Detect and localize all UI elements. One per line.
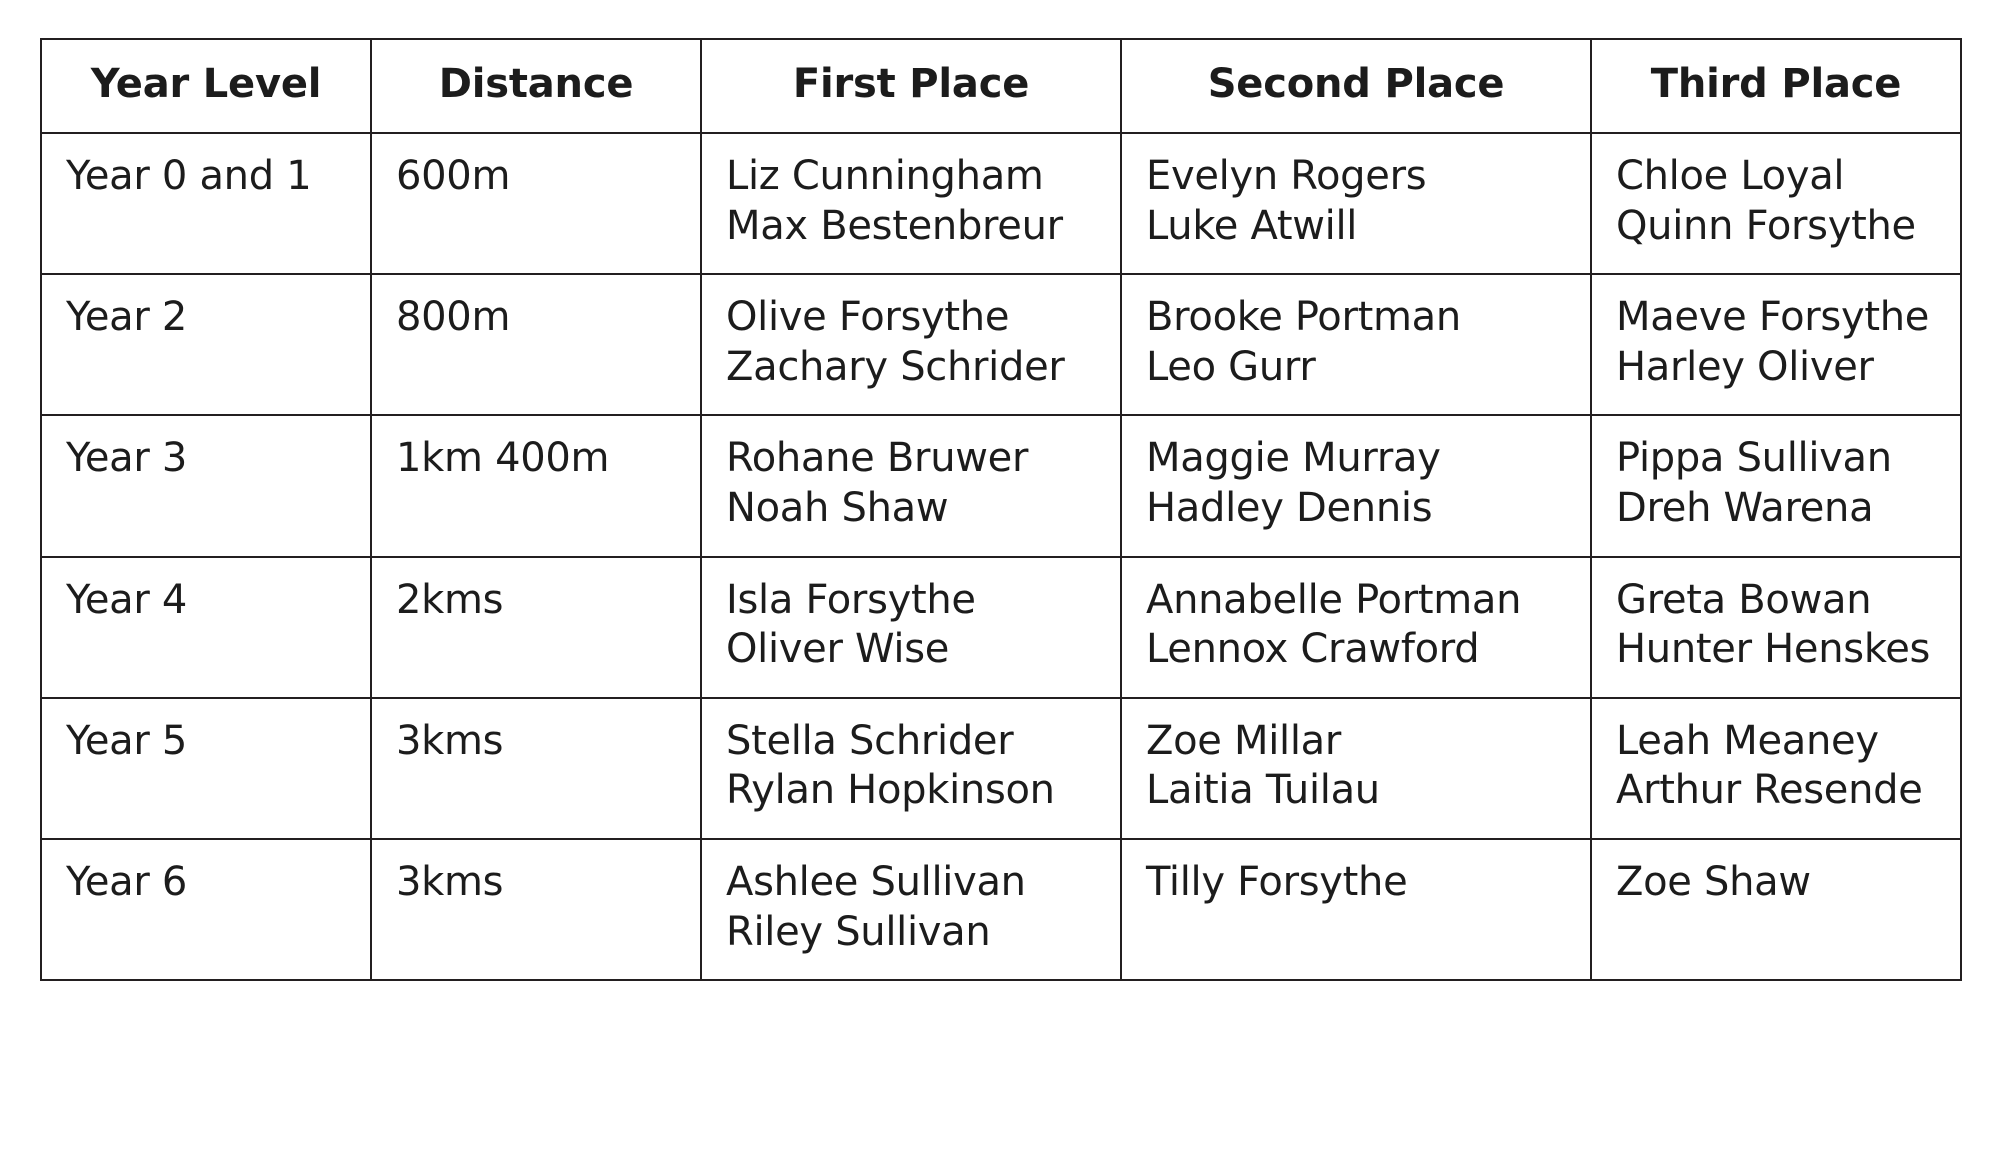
distance-label: 800m: [396, 294, 511, 341]
table-row: [41, 415, 1961, 556]
cell-second_place: [1121, 839, 1591, 980]
cell-distance: [371, 133, 701, 274]
athlete-name: Rohane Bruwer: [726, 435, 1029, 482]
athlete-name: Leo Gurr: [1146, 343, 1316, 390]
cell-third_place: [1591, 839, 1961, 980]
athlete-name: Pippa Sullivan: [1616, 435, 1892, 482]
athlete-name: Zoe Shaw: [1616, 858, 1811, 905]
athlete-name: Leah Meaney: [1616, 717, 1879, 764]
cell-third_place: [1591, 557, 1961, 698]
distance-label: 600m: [396, 153, 511, 199]
cell-first_place: [701, 557, 1121, 698]
distance-label: 2kms: [396, 576, 504, 623]
cell-distance: [371, 415, 701, 556]
cell-year_level: [41, 839, 371, 980]
athlete-name: Maggie Murray: [1146, 435, 1441, 482]
cell-second_place: [1121, 415, 1591, 556]
cell-distance: [371, 557, 701, 698]
cell-first_place: [701, 839, 1121, 980]
cell-year_level: [41, 698, 371, 839]
cell-second_place: [1121, 698, 1591, 839]
cell-third_place: [1591, 133, 1961, 274]
athlete-name: Riley Sullivan: [726, 908, 991, 955]
cell-second_place: [1121, 133, 1591, 274]
cell-year_level: [41, 274, 371, 415]
cell-first_place: [701, 274, 1121, 415]
cell-distance: [371, 274, 701, 415]
athlete-name: Isla Forsythe: [726, 576, 976, 623]
cell-year_level: [41, 415, 371, 556]
column-header-second-place: Second Place: [1121, 39, 1591, 133]
year-level-label: Year 2: [66, 294, 188, 341]
athlete-name: Max Bestenbreur: [726, 202, 1063, 249]
cell-first_place: [701, 698, 1121, 839]
cell-year_level: [41, 557, 371, 698]
athlete-name: Harley Oliver: [1616, 343, 1874, 390]
athlete-name: Tilly Forsythe: [1146, 858, 1408, 905]
athlete-name: Laitia Tuilau: [1146, 767, 1380, 814]
race-results-table: [40, 38, 1962, 981]
athlete-name: Evelyn Rogers: [1146, 153, 1427, 199]
table-header-row: [41, 39, 1961, 133]
cell-distance: [371, 698, 701, 839]
column-header-year-level: Year Level: [41, 39, 371, 133]
athlete-name: Chloe Loyal: [1616, 153, 1845, 199]
athlete-name: Greta Bowan: [1616, 576, 1872, 623]
athlete-name: Dreh Warena: [1616, 484, 1874, 531]
athlete-name: Maeve Forsythe: [1616, 294, 1930, 341]
table-row: [41, 274, 1961, 415]
cell-year_level: [41, 133, 371, 274]
athlete-name: Rylan Hopkinson: [726, 767, 1055, 814]
athlete-name: Stella Schrider: [726, 717, 1014, 764]
column-header-first-place: First Place: [701, 39, 1121, 133]
athlete-name: Noah Shaw: [726, 484, 949, 531]
year-level-label: Year 0 and 1: [66, 153, 312, 199]
distance-label: 1km 400m: [396, 435, 610, 482]
athlete-name: Lennox Crawford: [1146, 626, 1480, 673]
athlete-name: Arthur Resende: [1616, 767, 1923, 814]
year-level-label: Year 4: [66, 576, 188, 623]
athlete-name: Quinn Forsythe: [1616, 202, 1916, 249]
cell-second_place: [1121, 274, 1591, 415]
athlete-name: Zachary Schrider: [726, 343, 1065, 390]
table-header: [41, 39, 1961, 133]
athlete-name: Annabelle Portman: [1146, 576, 1522, 623]
athlete-name: Ashlee Sullivan: [726, 858, 1026, 905]
cell-second_place: [1121, 557, 1591, 698]
distance-label: 3kms: [396, 858, 504, 905]
cell-distance: [371, 839, 701, 980]
athlete-name: Zoe Millar: [1146, 717, 1342, 764]
distance-label: 3kms: [396, 717, 504, 764]
year-level-label: Year 5: [66, 717, 188, 764]
column-header-third-place: Third Place: [1591, 39, 1961, 133]
athlete-name: Olive Forsythe: [726, 294, 1010, 341]
year-level-label: Year 3: [66, 435, 188, 482]
cell-third_place: [1591, 274, 1961, 415]
athlete-name: Hunter Henskes: [1616, 626, 1931, 673]
cell-third_place: [1591, 415, 1961, 556]
table-row: [41, 698, 1961, 839]
athlete-name: Hadley Dennis: [1146, 484, 1433, 531]
table-row: [41, 839, 1961, 980]
cell-third_place: [1591, 698, 1961, 839]
column-header-distance: Distance: [371, 39, 701, 133]
athlete-name: Oliver Wise: [726, 626, 950, 673]
athlete-name: Liz Cunningham: [726, 153, 1044, 199]
table-body: [41, 133, 1961, 980]
table-row: [41, 133, 1961, 274]
cell-first_place: [701, 415, 1121, 556]
year-level-label: Year 6: [66, 858, 188, 905]
cell-first_place: [701, 133, 1121, 274]
athlete-name: Luke Atwill: [1146, 202, 1358, 249]
athlete-name: Brooke Portman: [1146, 294, 1461, 341]
table-row: [41, 557, 1961, 698]
